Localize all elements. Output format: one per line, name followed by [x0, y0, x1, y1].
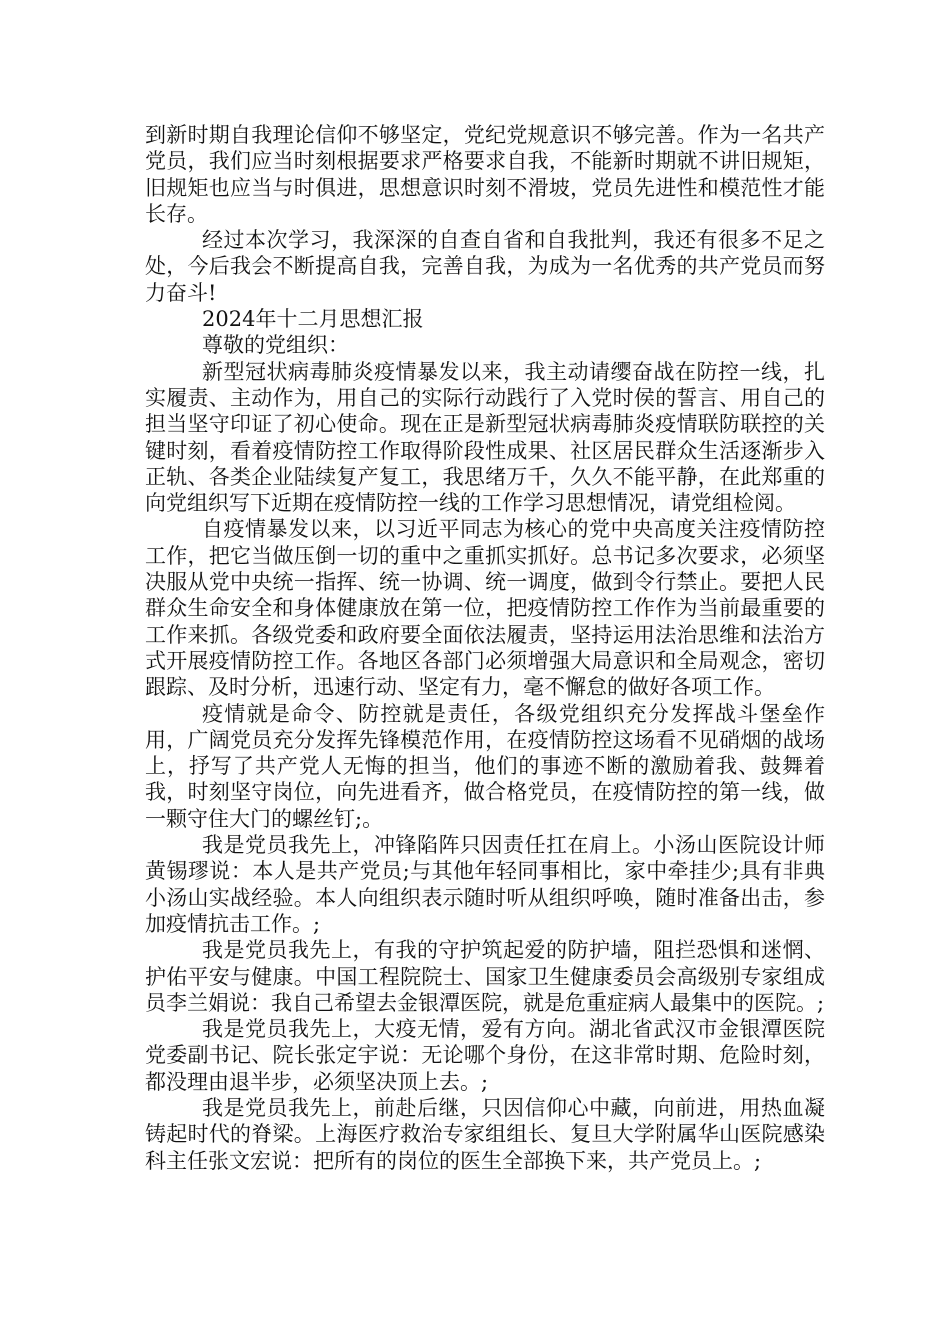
document-page	[145, 122, 825, 1174]
paragraph-conclusion: 经过本次学习，我深深的自查自省和自我批判，我还有很多不足之处，今后我会不断提高自我，完善自我，为成为一名优秀的共产党员而努力奋斗!	[145, 228, 825, 305]
paragraph-huang-xiqiu: 我是党员我先上，冲锋陷阵只因责任扛在肩上。小汤山医院设计师黄锡璆说：本人是共产党员;与其他年轻同事相比，家中牵挂少;具有非典小汤山实战经验。本人向组织表示随时听从组织呼唤，随时准备出击，参加疫情抗击工作。;	[145, 833, 825, 936]
paragraph-li-lanjuan: 我是党员我先上，有我的守护筑起爱的防护墙，阻拦恐惧和迷惘、护佑平安与健康。中国工程院院士、国家卫生健康委员会高级别专家组成员李兰娟说：我自己希望去金银潭医院，就是危重症病人最集中的医院。;	[145, 938, 825, 1015]
paragraph-responsibility: 疫情就是命令、防控就是责任，各级党组织充分发挥战斗堡垒作用，广阔党员充分发挥先锋模范作用，在疫情防控这场看不见硝烟的战场上，抒写了共产党人无悔的担当，他们的事迹不断的激励着我、鼓舞着我，时刻坚守岗位，向先进看齐，做合格党员，在疫情防控的第一线，做一颗守住大门的螺丝钉;。	[145, 701, 825, 831]
paragraph-intro: 新型冠状病毒肺炎疫情暴发以来，我主动请缨奋战在防控一线，扎实履责、主动作为，用自己的实际行动践行了入党时侯的誓言、用自己的担当坚守印证了初心使命。现在正是新型冠状病毒肺炎疫情联防联控的关键时刻，看着疫情防控工作取得阶段性成果、社区居民群众生活逐渐步入正轨、各类企业陆续复产复工，我思绪万千，久久不能平静，在此郑重的向党组织写下近期在疫情防控一线的工作学习思想情况，请党组检阅。	[145, 359, 825, 516]
paragraph-zhang-wenhong: 我是党员我先上，前赴后继，只因信仰心中藏，向前进，用热血凝铸起时代的脊梁。上海医疗救治专家组组长、复旦大学附属华山医院感染科主任张文宏说：把所有的岗位的医生全部换下来，共产党员上。;	[145, 1095, 825, 1173]
salutation: 尊敬的党组织：	[202, 333, 349, 358]
report-title: 2024年十二月思想汇报	[202, 307, 424, 332]
paragraph-central-committee: 自疫情暴发以来，以习近平同志为核心的党中央高度关注疫情防控工作，把它当做压倒一切的重中之重抓实抓好。总书记多次要求，必须坚决服从党中央统一指挥、统一协调、统一调度，做到令行禁止。要把人民群众生命安全和身体健康放在第一位，把疫情防控工作作为当前最重要的工作来抓。各级党委和政府要全面依法履责，坚持运用法治思维和法治方式开展疫情防控工作。各地区各部门必须增强大局意识和全局观念，密切跟踪、及时分析，迅速行动、坚定有力，毫不懈怠的做好各项工作。	[145, 517, 825, 700]
paragraph-zhang-dingyu: 我是党员我先上，大疫无情，爱有方向。湖北省武汉市金银潭医院党委副书记、院长张定宇说：无论哪个身份，在这非常时期、危险时刻，都没理由退半步，必须坚决顶上去。;	[145, 1017, 825, 1094]
paragraph-continuation: 到新时期自我理论信仰不够坚定，党纪党规意识不够完善。作为一名共产党员，我们应当时刻根据要求严格要求自我，不能新时期就不讲旧规矩，旧规矩也应当与时俱进，思想意识时刻不滑坡，党员先进性和模范性才能长存。	[145, 123, 825, 226]
